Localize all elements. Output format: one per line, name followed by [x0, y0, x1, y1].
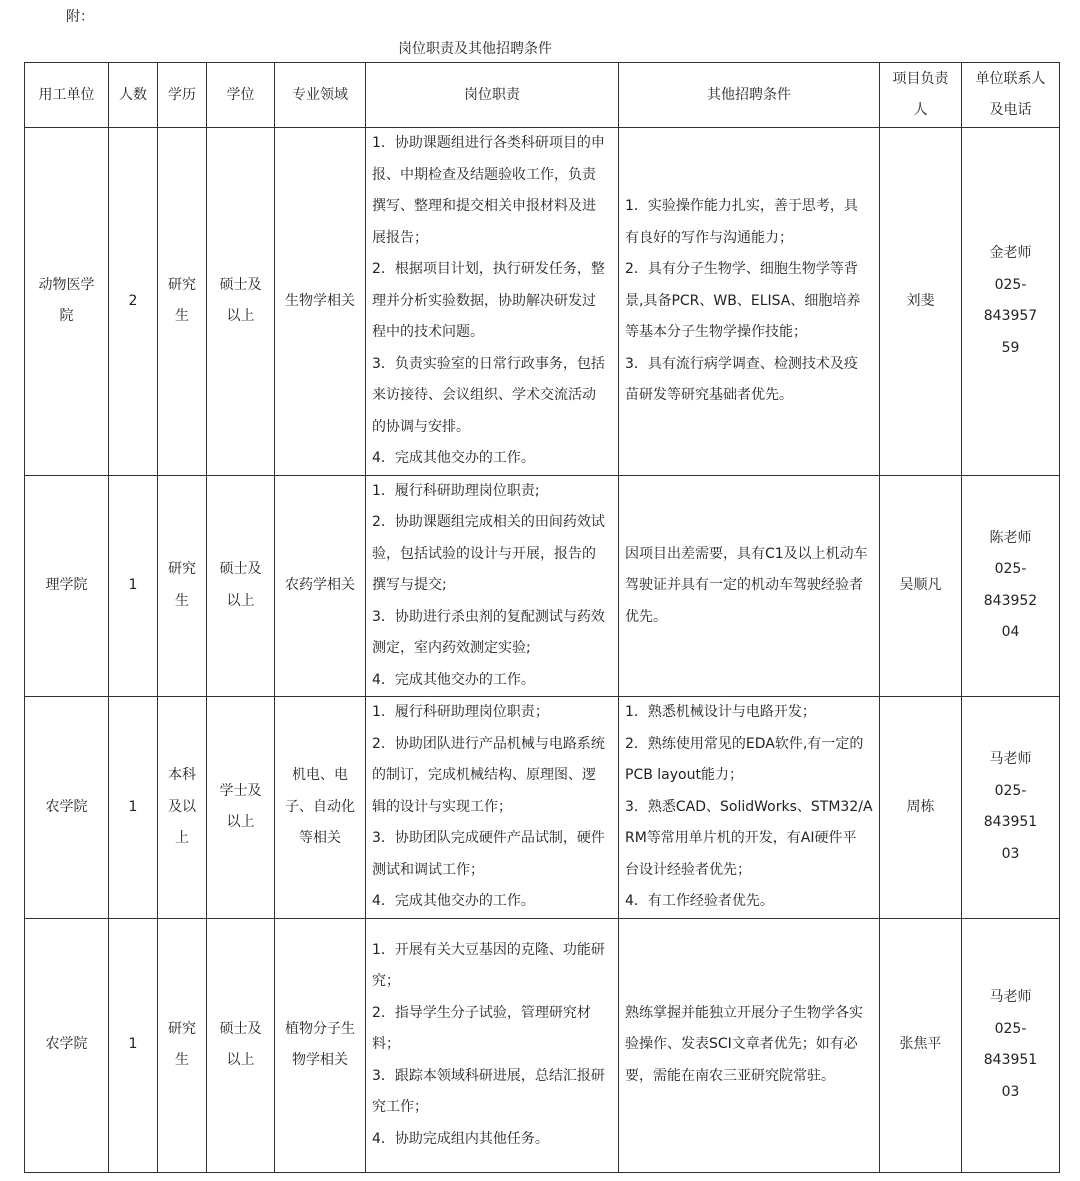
field-line: 子、自动化 [285, 798, 355, 815]
contact-line: 025-843951 [983, 782, 1038, 831]
table-row [25, 918, 1060, 1172]
duty-line: 3．协助团队完成硬件产品试制，硬件 [372, 830, 605, 846]
degree-line: 硕士及 [219, 276, 262, 293]
header-pi-line: 项目负责 [892, 71, 949, 87]
requirement-line: 有良好的写作与沟通能力； [625, 229, 793, 246]
cell-count: 2 [109, 128, 158, 476]
degree-line: 学士及 [219, 782, 262, 799]
requirement-line: 优先。 [625, 608, 667, 625]
requirement-line: RM等常用单片机的开发，有AI硬件平 [625, 830, 857, 846]
cell-duties [366, 475, 619, 697]
table-row [25, 475, 1060, 697]
duty-line: 撰写与提交; [372, 577, 447, 593]
cell-duties [366, 128, 619, 476]
duty-line: 1．履行科研助理岗位职责; [372, 482, 540, 499]
header-contact-line: 及电话 [989, 102, 1032, 118]
duty-line: 4．完成其他交办的工作。 [372, 893, 535, 909]
education-line: 生 [175, 308, 189, 325]
cell-requirements [619, 128, 880, 476]
degree-line: 以上 [226, 592, 255, 609]
cell-duties [366, 697, 619, 919]
requirement-line: 驾驶证并具有一定的机动车驾驶经验者 [625, 577, 863, 593]
cell-degree [207, 697, 275, 919]
contact-line: 马老师 [989, 989, 1032, 1005]
header-requirements: 其他招聘条件 [619, 63, 880, 128]
duty-line: 3．协助进行杀虫剂的复配测试与药效 [372, 608, 605, 625]
education-line: 上 [175, 830, 189, 846]
cell-requirements [619, 697, 880, 919]
cell-education [158, 697, 207, 919]
header-pi [880, 63, 962, 128]
duty-line: 程中的技术问题。 [372, 324, 484, 340]
contact-line: 025-843952 [983, 561, 1038, 609]
requirement-line: 苗研发等研究基础者优先。 [625, 387, 793, 403]
requirement-line: 等基本分子生物学操作技能； [625, 324, 807, 340]
unit-line: 农学院 [45, 1036, 88, 1053]
education-line: 及以 [168, 798, 196, 815]
unit-line: 院 [59, 308, 74, 325]
field-line: 生物学相关 [285, 292, 355, 309]
duty-line: 理并分析实验数据，协助解决研发过 [372, 292, 596, 309]
education-line: 生 [175, 592, 189, 609]
degree-line: 以上 [226, 308, 255, 325]
duty-line: 验，包括试验的设计与开展，报告的 [372, 545, 596, 562]
duty-line: 来访接待、会议组织、学术交流活动 [372, 387, 596, 403]
cell-unit [25, 697, 109, 919]
contact-line: 03 [1001, 1083, 1020, 1100]
duty-line: 报、中期检查及结题验收工作，负责 [372, 166, 596, 183]
requirement-line: 3．熟悉CAD、SolidWorks、STM32/A [625, 798, 873, 815]
unit-line: 农学院 [45, 798, 88, 815]
duty-line: 测定，室内药效测定实验; [372, 640, 531, 656]
duty-line: 3．负责实验室的日常行政事务，包括 [372, 355, 605, 372]
requirement-line: 4．有工作经验者优先。 [625, 893, 774, 909]
cell-requirements [619, 475, 880, 697]
degree-line: 硕士及 [219, 1020, 262, 1037]
duty-line: 的制订，完成机械结构、原理图、逻 [372, 767, 596, 783]
cell-field [275, 128, 366, 476]
duty-line: 展报告； [372, 229, 428, 246]
duty-line: 测试和调试工作； [372, 861, 484, 878]
contact-line: 025-843951 [983, 1020, 1038, 1068]
header-contact-line: 单位联系人 [975, 71, 1046, 87]
education-line: 研究 [168, 276, 196, 293]
duty-line: 1．开展有关大豆基因的克隆、功能研 [372, 941, 605, 958]
recruitment-table [24, 62, 1060, 1173]
cell-field [275, 918, 366, 1172]
education-line: 研究 [168, 561, 196, 578]
duty-line: 辑的设计与实现工作； [372, 798, 512, 815]
requirement-line: 2．熟练使用常见的EDA软件,有一定的 [625, 735, 864, 752]
cell-degree [207, 475, 275, 697]
duty-line: 1．履行科研助理岗位职责； [372, 704, 549, 720]
field-line: 机电、电 [292, 767, 348, 783]
requirement-line: 3．具有流行病学调查、检测技术及疫 [625, 355, 858, 372]
duty-line: 4．完成其他交办的工作。 [372, 450, 535, 466]
cell-contact [962, 697, 1060, 919]
cell-unit [25, 128, 109, 476]
requirement-line: 要，需能在南农三亚研究院常驻。 [625, 1067, 835, 1084]
duty-line: 4．完成其他交办的工作。 [372, 671, 535, 688]
cell-field [275, 697, 366, 919]
field-line: 物学相关 [292, 1052, 348, 1068]
cell-contact [962, 918, 1060, 1172]
cell-pi: 刘斐 [880, 128, 962, 476]
cell-requirements [619, 918, 880, 1172]
education-line: 研究 [168, 1020, 196, 1037]
contact-line: 陈老师 [989, 529, 1032, 546]
header-count: 人数 [109, 63, 158, 128]
requirement-line: 因项目出差需要，具有C1及以上机动车 [625, 545, 868, 562]
requirement-line: 1．实验操作能力扎实，善于思考，具 [625, 198, 858, 214]
cell-count: 1 [109, 475, 158, 697]
cell-count: 1 [109, 918, 158, 1172]
requirement-line: 景,具备PCR、WB、ELISA、细胞培养 [625, 292, 861, 309]
cell-duties [366, 918, 619, 1172]
duty-line: 究工作； [372, 1099, 428, 1116]
appendix-label: 附： [66, 9, 94, 25]
cell-field [275, 475, 366, 697]
cell-degree [207, 128, 275, 476]
unit-line: 动物医学 [38, 276, 95, 293]
field-line: 等相关 [299, 830, 341, 846]
cell-pi: 周栋 [880, 697, 962, 919]
table-row [25, 697, 1060, 919]
contact-line: 59 [1001, 339, 1020, 356]
duty-line: 撰写、整理和提交相关申报材料及进 [372, 198, 596, 214]
degree-line: 以上 [226, 1052, 255, 1068]
requirement-line: PCB layout能力； [625, 767, 743, 783]
requirement-line: 熟练掌握并能独立开展分子生物学各实 [625, 1004, 863, 1021]
cell-pi: 张焦平 [880, 918, 962, 1172]
education-line: 生 [175, 1052, 189, 1068]
header-contact [962, 63, 1060, 128]
cell-education [158, 918, 207, 1172]
header-degree: 学位 [207, 63, 275, 128]
header-field: 专业领域 [275, 63, 366, 128]
duty-line: 究； [372, 973, 400, 990]
duty-line: 1．协助课题组进行各类科研项目的申 [372, 135, 605, 151]
duty-line: 3．跟踪本领域科研进展，总结汇报研 [372, 1067, 605, 1084]
cell-count: 1 [109, 697, 158, 919]
duty-line: 料； [372, 1036, 400, 1053]
cell-degree [207, 918, 275, 1172]
requirement-line: 2．具有分子生物学、细胞生物学等背 [625, 261, 858, 277]
duty-line: 2．协助课题组完成相关的田间药效试 [372, 514, 605, 530]
cell-education [158, 128, 207, 476]
header-education: 学历 [158, 63, 207, 128]
duty-line: 2．协助团队进行产品机械与电路系统 [372, 735, 605, 752]
header-row [25, 63, 1060, 128]
requirement-line: 台设计经验者优先； [625, 861, 751, 878]
cell-education [158, 475, 207, 697]
cell-unit [25, 918, 109, 1172]
requirement-line: 验操作、发表SCI文章者优先；如有必 [625, 1036, 858, 1053]
contact-line: 04 [1001, 624, 1020, 641]
cell-contact [962, 475, 1060, 697]
degree-line: 以上 [226, 814, 255, 831]
cell-unit [25, 475, 109, 697]
cell-pi: 吴顺凡 [880, 475, 962, 697]
duty-line: 2．根据项目计划，执行研发任务，整 [372, 261, 605, 277]
contact-line: 03 [1001, 845, 1020, 862]
field-line: 植物分子生 [285, 1020, 355, 1037]
table-row [25, 128, 1060, 476]
degree-line: 硕士及 [219, 561, 262, 578]
duty-line: 2．指导学生分子试验，管理研究材 [372, 1004, 591, 1021]
header-pi-line: 人 [913, 102, 928, 118]
requirement-line: 1．熟悉机械设计与电路开发； [625, 704, 816, 720]
duty-line: 4．协助完成组内其他任务。 [372, 1130, 549, 1147]
cell-contact [962, 128, 1060, 476]
contact-line: 金老师 [989, 245, 1032, 262]
header-duties: 岗位职责 [366, 63, 619, 128]
duty-line: 的协调与安排。 [372, 418, 470, 435]
header-unit: 用工单位 [25, 63, 109, 128]
field-line: 农药学相关 [285, 577, 355, 593]
unit-line: 理学院 [45, 577, 88, 593]
education-line: 本科 [168, 767, 196, 783]
contact-line: 025-843957 [983, 276, 1038, 325]
contact-line: 马老师 [989, 751, 1032, 768]
table-title: 岗位职责及其他招聘条件 [398, 41, 552, 57]
